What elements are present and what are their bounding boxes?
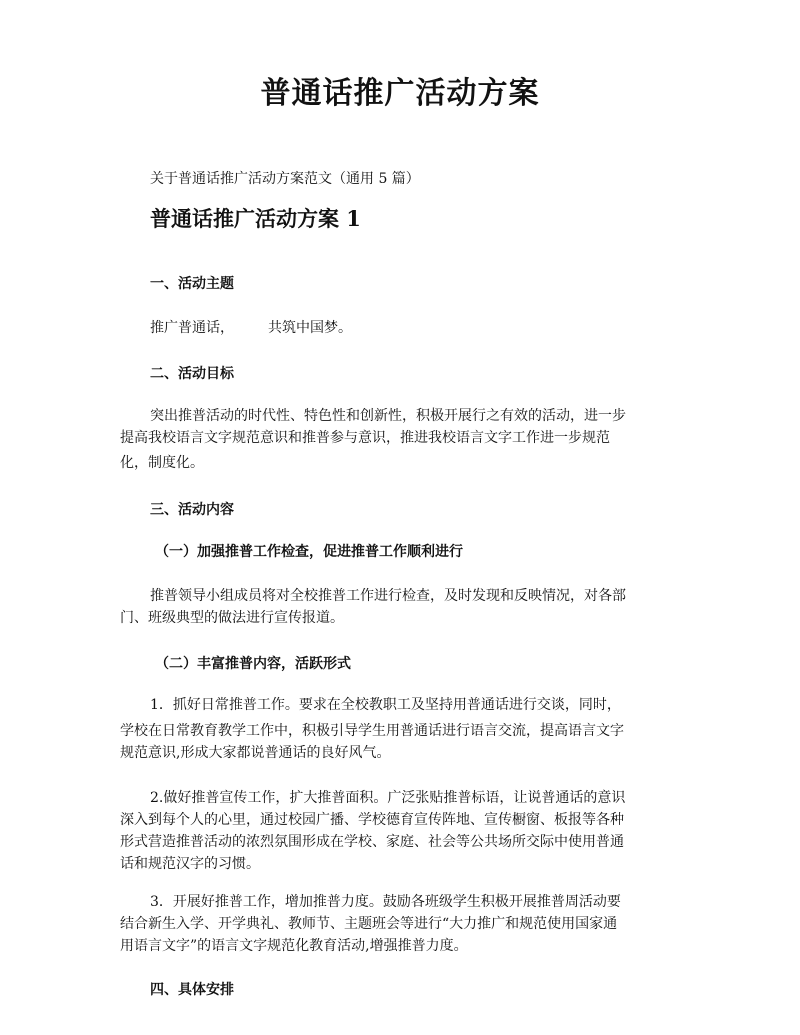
paragraph-line: 门、班级典型的做法进行宣传报道。 [120, 610, 344, 626]
paragraph-line: 1．抓好日常推普工作。要求在全校教职工及坚持用普通话进行交谈，同时， [150, 697, 621, 713]
paragraph-line: 突出推普活动的时代性、特色性和创新性，积极开展行之有效的活动，进一步 [150, 408, 626, 424]
goals-paragraph [120, 405, 686, 474]
subsection-heading-inspection: （一）加强推普工作检查，促进推普工作顺利进行 [155, 544, 463, 560]
subsection-heading-enrich: （二）丰富推普内容，活跃形式 [155, 656, 351, 672]
inspection-paragraph [120, 585, 686, 629]
enrich-paragraph-3 [120, 891, 686, 957]
paragraph-line: 用语言文字”的语言文字规范化教育活动,增强推普力度。 [120, 938, 468, 954]
paragraph-line: 深入到每个人的心里，通过校园广播、学校德育宣传阵地、宣传橱窗、板报等各种 [120, 812, 624, 828]
theme-text-part2: 共筑中国梦。 [268, 320, 352, 336]
paragraph-line: 化，制度化。 [120, 455, 204, 471]
paragraph-line: 学校在日常教育教学工作中，积极引导学生用普通话进行语言交流，提高语言文字 [120, 723, 624, 739]
document-subtitle: 关于普通话推广活动方案范文（通用 5 篇） [150, 171, 420, 187]
paragraph-line: 推普领导小组成员将对全校推普工作进行检查，及时发现和反映情况，对各部 [150, 588, 626, 604]
section-heading-arrangement: 四、具体安排 [150, 982, 234, 998]
enrich-paragraph-2 [120, 787, 686, 875]
section-heading-content: 三、活动内容 [150, 502, 234, 518]
paragraph-line: 2.做好推普宣传工作，扩大推普面积。广泛张贴推普标语，让说普通话的意识 [150, 790, 626, 806]
paragraph-line: 3．开展好推普工作，增加推普力度。鼓励各班级学生积极开展推普周活动要 [150, 894, 621, 910]
paragraph-line: 提高我校语言文字规范意识和推普参与意识，推进我校语言文字工作进一步规范 [120, 430, 610, 446]
theme-paragraph [150, 317, 690, 339]
enrich-paragraph-1 [120, 694, 686, 764]
document-title: 普通话推广活动方案 [260, 76, 540, 111]
paragraph-line: 结合新生入学、开学典礼、教师节、主题班会等进行“大力推广和规范使用国家通 [120, 916, 618, 932]
section-heading-theme: 一、活动主题 [150, 276, 234, 292]
article-heading: 普通话推广活动方案 1 [150, 206, 361, 231]
paragraph-line: 形式营造推普活动的浓烈氛围形成在学校、家庭、社会等公共场所交际中使用普通 [120, 834, 624, 850]
section-heading-goals: 二、活动目标 [150, 366, 234, 382]
paragraph-line: 话和规范汉字的习惯。 [120, 856, 260, 872]
theme-text-part1: 推广普通话， [150, 320, 234, 336]
paragraph-line: 规范意识,形成大家都说普通话的良好风气。 [120, 745, 391, 761]
